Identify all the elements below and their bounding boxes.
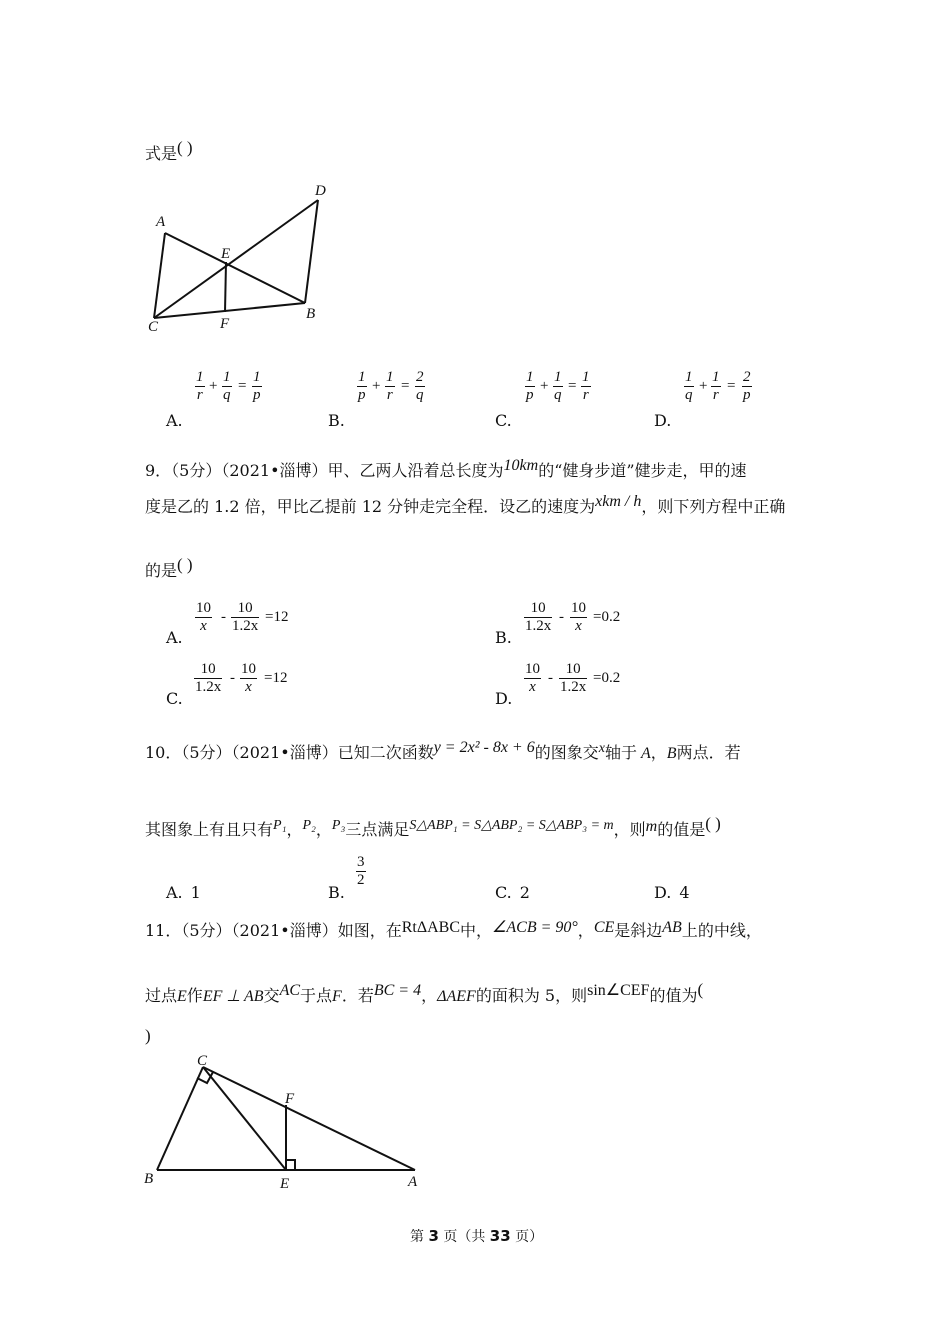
fraction: $\frac{2}{q}$ [416, 369, 424, 403]
q10-stem-line2: 其图象上有且只有P₁，P₂，P₃三点满足S△ABP₁ = S△ABP₂ = S△ABP₃ = m，则m的值是( ) [145, 814, 721, 839]
fraction: $\frac{1}{q}$ [554, 369, 562, 403]
q9-stem-line2: 度是乙的 1.2 倍，甲比乙提前 12 分钟走完全程．设乙的速度为xkm / h，则下列方程中正确 [145, 493, 786, 516]
fraction: $\frac{1}{r}$ [196, 369, 204, 403]
fraction: $\frac{1}{p}$ [358, 369, 366, 403]
q8-label-f: F [220, 316, 230, 332]
fraction: $\frac{1}{q}$ [685, 369, 693, 403]
q11-label-f: F [285, 1091, 295, 1107]
q11-stem-line1: 11．（5分）（2021•淄博）如图，在RtΔABC中，∠ACB = 90°，CE是斜边AB上的中线， [145, 919, 762, 940]
q8-label-b: B [306, 306, 316, 322]
q11-paren-close: ) [145, 1026, 151, 1045]
page-number: 3 [428, 1227, 439, 1245]
page-total: 33 [489, 1227, 511, 1245]
q11-label-c: C [197, 1053, 208, 1069]
q11-label-e: E [280, 1176, 290, 1192]
fraction: $\frac{1}{r}$ [386, 369, 394, 403]
fraction: $\frac{1}{p}$ [253, 369, 261, 403]
q11-label-b: B [144, 1171, 154, 1187]
page-footer: 第 3 页（共 33 页） [410, 1227, 544, 1245]
q8-label-c: C [148, 319, 159, 335]
q10-stem-line1: 10．（5分）（2021•淄博）已知二次函数y = 2x² - 8x + 6的图象交x轴于 A，B两点．若 [145, 739, 741, 762]
q8-stem-tail: 式是( ) [145, 138, 193, 163]
q8-label-d: D [315, 183, 326, 199]
q8-label-a: A [156, 214, 166, 230]
q11-label-a: A [408, 1174, 418, 1190]
fraction: $\frac{1}{p}$ [526, 369, 534, 403]
fraction: $\frac{1}{r}$ [712, 369, 720, 403]
fraction: $\frac{1}{q}$ [223, 369, 231, 403]
q9-stem-line3: 的是( ) [145, 555, 193, 580]
q8-figure [140, 178, 340, 338]
q11-figure [140, 1050, 430, 1192]
fraction: $\frac{2}{p}$ [743, 369, 751, 403]
q8-label-e: E [221, 246, 231, 262]
fraction: $\frac{1}{r}$ [582, 369, 590, 403]
q11-stem-line2: 过点E作EF ⊥ AB交AC于点F．若BC = 4，ΔAEF的面积为 5，则sin∠CEF的值为( [145, 980, 704, 1005]
q9-stem-line1: 9．（5分）（2021•淄博）甲、乙两人沿着总长度为10km的“健身步道”健步走，甲的速 [145, 457, 747, 480]
